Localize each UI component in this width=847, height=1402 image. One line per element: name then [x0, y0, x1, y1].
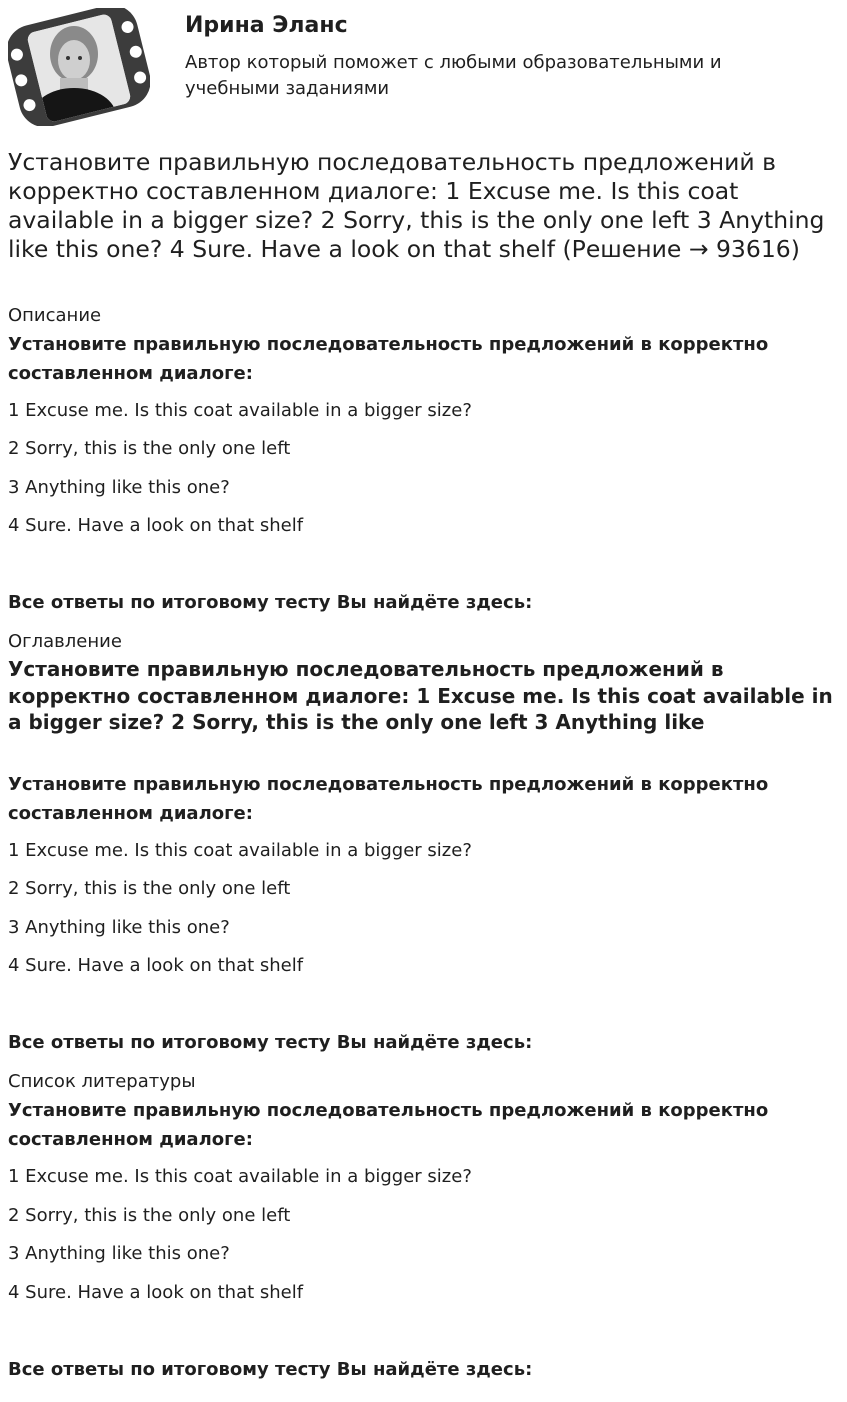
description-intro: Установите правильную последовательность предложений в корректно составленном диалоге:: [8, 334, 769, 384]
literature-intro: Установите правильную последовательность предложений в корректно составленном диалоге:: [8, 1100, 769, 1150]
author-card: [8, 8, 839, 128]
author-name[interactable]: Ирина Эланс: [185, 13, 348, 38]
avatar[interactable]: [8, 8, 150, 126]
section-label-literature: Список литературы: [8, 1071, 196, 1092]
literature-answers-note: Все ответы по итоговому тесту Вы найдёте здесь:: [8, 1359, 533, 1380]
toc-heading[interactable]: Установите правильную последовательность предложений в корректно составленном диалоге: 1 Excuse me. Is this coat available in a bigger size? 2 Sorry, this is the only one left 3 Anything like: [8, 657, 833, 734]
literature-line-3: 3 Anything like this one?: [8, 1243, 230, 1264]
description-line-4: 4 Sure. Have a look on that shelf: [8, 515, 304, 536]
page-title: Установите правильную последовательность предложений в корректно составленном диалоге: 1 Excuse me. Is this coat available in a bigger size? 2 Sorry, this is the only one left 3 Anything like this one? 4 Sure. Have a look on that shelf (Решение → 93616): [8, 148, 825, 263]
toc-line-4: 4 Sure. Have a look on that shelf: [8, 955, 304, 976]
literature-line-2: 2 Sorry, this is the only one left: [8, 1205, 291, 1226]
description-line-1: 1 Excuse me. Is this coat available in a bigger size?: [8, 400, 472, 421]
literature-line-4: 4 Sure. Have a look on that shelf: [8, 1282, 304, 1303]
section-label-toc: Оглавление: [8, 631, 122, 652]
toc-answers-note: Все ответы по итоговому тесту Вы найдёте здесь:: [8, 1032, 533, 1053]
literature-line-1: 1 Excuse me. Is this coat available in a bigger size?: [8, 1166, 472, 1187]
author-bio: Автор который поможет с любыми образовательными и учебными заданиями: [185, 52, 722, 99]
section-label-description: Описание: [8, 305, 102, 326]
toc-line-2: 2 Sorry, this is the only one left: [8, 878, 291, 899]
description-line-3: 3 Anything like this one?: [8, 477, 230, 498]
toc-line-3: 3 Anything like this one?: [8, 917, 230, 938]
toc-line-1: 1 Excuse me. Is this coat available in a bigger size?: [8, 840, 472, 861]
description-answers-note: Все ответы по итоговому тесту Вы найдёте здесь:: [8, 592, 533, 613]
toc-intro: Установите правильную последовательность предложений в корректно составленном диалоге:: [8, 774, 769, 824]
description-line-2: 2 Sorry, this is the only one left: [8, 438, 291, 459]
